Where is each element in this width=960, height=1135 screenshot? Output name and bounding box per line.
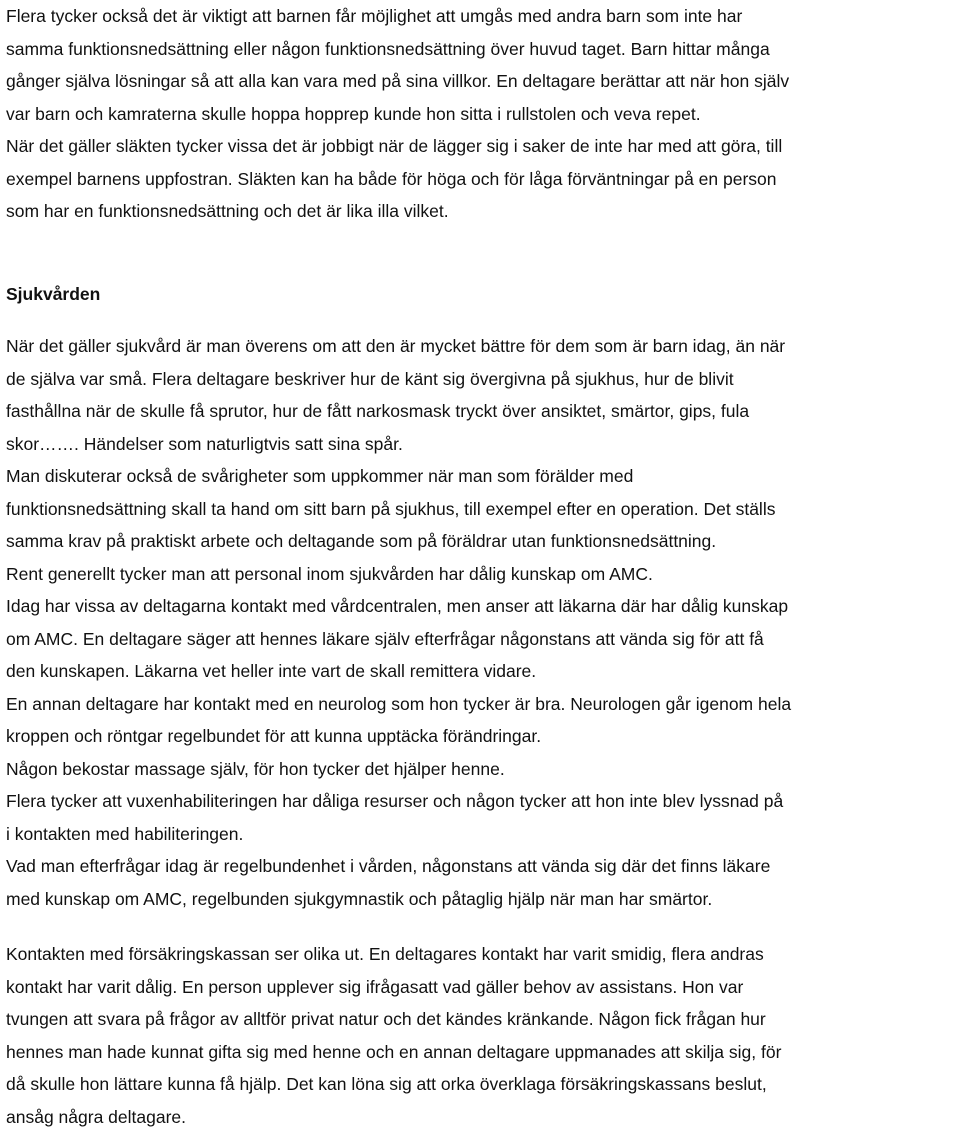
- text-line: Någon bekostar massage själv, för hon tycker det hjälper henne.: [6, 758, 505, 779]
- text-line: Flera tycker också det är viktigt att barnen får möjlighet att umgås med andra barn som inte har: [6, 6, 743, 26]
- text-line: En annan deltagare har kontakt med en neurolog som hon tycker är bra. Neurologen går igenom hela: [6, 693, 792, 714]
- text-line: Rent generellt tycker man att personal inom sjukvården har dålig kunskap om AMC.: [6, 563, 653, 584]
- text-line: När det gäller släkten tycker vissa det är jobbigt när de lägger sig i saker de inte har med att göra, till: [6, 136, 783, 156]
- text-line: tvungen att svara på frågor av alltför privat natur och det kändes kränkande. Någon fick frågan hur: [6, 1009, 766, 1029]
- text-line: fasthållna när de skulle få sprutor, hur de fått narkosmask tryckt över ansiktet, smärtor, gips, fula: [6, 401, 750, 421]
- section-heading: Sjukvården: [6, 284, 101, 304]
- text-line: samma funktionsnedsättning eller någon funktionsnedsättning över huvud taget. Barn hittar många: [6, 38, 770, 59]
- text-line: funktionsnedsättning skall ta hand om sitt barn på sjukhus, till exempel efter en operation. Det ställs: [6, 498, 776, 519]
- text-line: med kunskap om AMC, regelbunden sjukgymnastik och påtaglig hjälp när man har smärtor.: [6, 888, 713, 909]
- text-line: Man diskuterar också de svårigheter som uppkommer när man som förälder med: [6, 466, 634, 486]
- text-line: i kontakten med habiliteringen.: [6, 823, 244, 844]
- text-line: skor……. Händelser som naturligtvis satt sina spår.: [6, 433, 403, 454]
- text-line: Flera tycker att vuxenhabiliteringen har dåliga resurser och någon tycker att hon inte blev lyssnad på: [6, 791, 784, 811]
- text-line: hennes man hade kunnat gifta sig med henne och en annan deltagare uppmanades att skilja sig, för: [6, 1041, 782, 1062]
- text-line: då skulle hon lättare kunna få hjälp. Det kan löna sig att orka överklaga försäkringskassans beslut,: [6, 1074, 767, 1094]
- text-line: var barn och kamraterna skulle hoppa hopprep kunde hon sitta i rullstolen och veva repet.: [6, 103, 701, 124]
- paragraph-healthcare: [6, 330, 958, 915]
- text-line: den kunskapen. Läkarna vet heller inte vart de skall remittera vidare.: [6, 661, 537, 681]
- text-line: gånger själva lösningar så att alla kan vara med på sina villkor. En deltagare berättar att när hon själv: [6, 71, 790, 91]
- paragraph-family-relations: [6, 0, 958, 228]
- text-line: som har en funktionsnedsättning och det är lika illa vilket.: [6, 201, 449, 221]
- text-line: ansåg några deltagare.: [6, 1106, 186, 1127]
- text-line: kroppen och röntgar regelbundet för att kunna upptäcka förändringar.: [6, 726, 542, 746]
- paragraph-insurance-agency: [6, 938, 958, 1133]
- text-line: Vad man efterfrågar idag är regelbundenhet i vården, någonstans att vända sig där det finns läkare: [6, 856, 771, 876]
- text-line: samma krav på praktiskt arbete och deltagande som på föräldrar utan funktionsnedsättning.: [6, 531, 717, 551]
- text-line: Kontakten med försäkringskassan ser olika ut. En deltagares kontakt har varit smidig, flera andras: [6, 944, 764, 964]
- text-line: om AMC. En deltagare säger att hennes läkare själv efterfrågar någonstans att vända sig för att få: [6, 628, 764, 649]
- text-line: Idag har vissa av deltagarna kontakt med vårdcentralen, men anser att läkarna där har dålig kunskap: [6, 596, 789, 616]
- text-line: När det gäller sjukvård är man överens om att den är mycket bättre för dem som är barn idag, än när: [6, 336, 786, 356]
- text-line: exempel barnens uppfostran. Släkten kan ha både för höga och för låga förväntningar på en person: [6, 168, 777, 189]
- text-line: kontakt har varit dålig. En person upplever sig ifrågasatt vad gäller behov av assistans. Hon var: [6, 976, 744, 997]
- text-line: de själva var små. Flera deltagare beskriver hur de känt sig övergivna på sjukhus, hur de blivit: [6, 368, 734, 389]
